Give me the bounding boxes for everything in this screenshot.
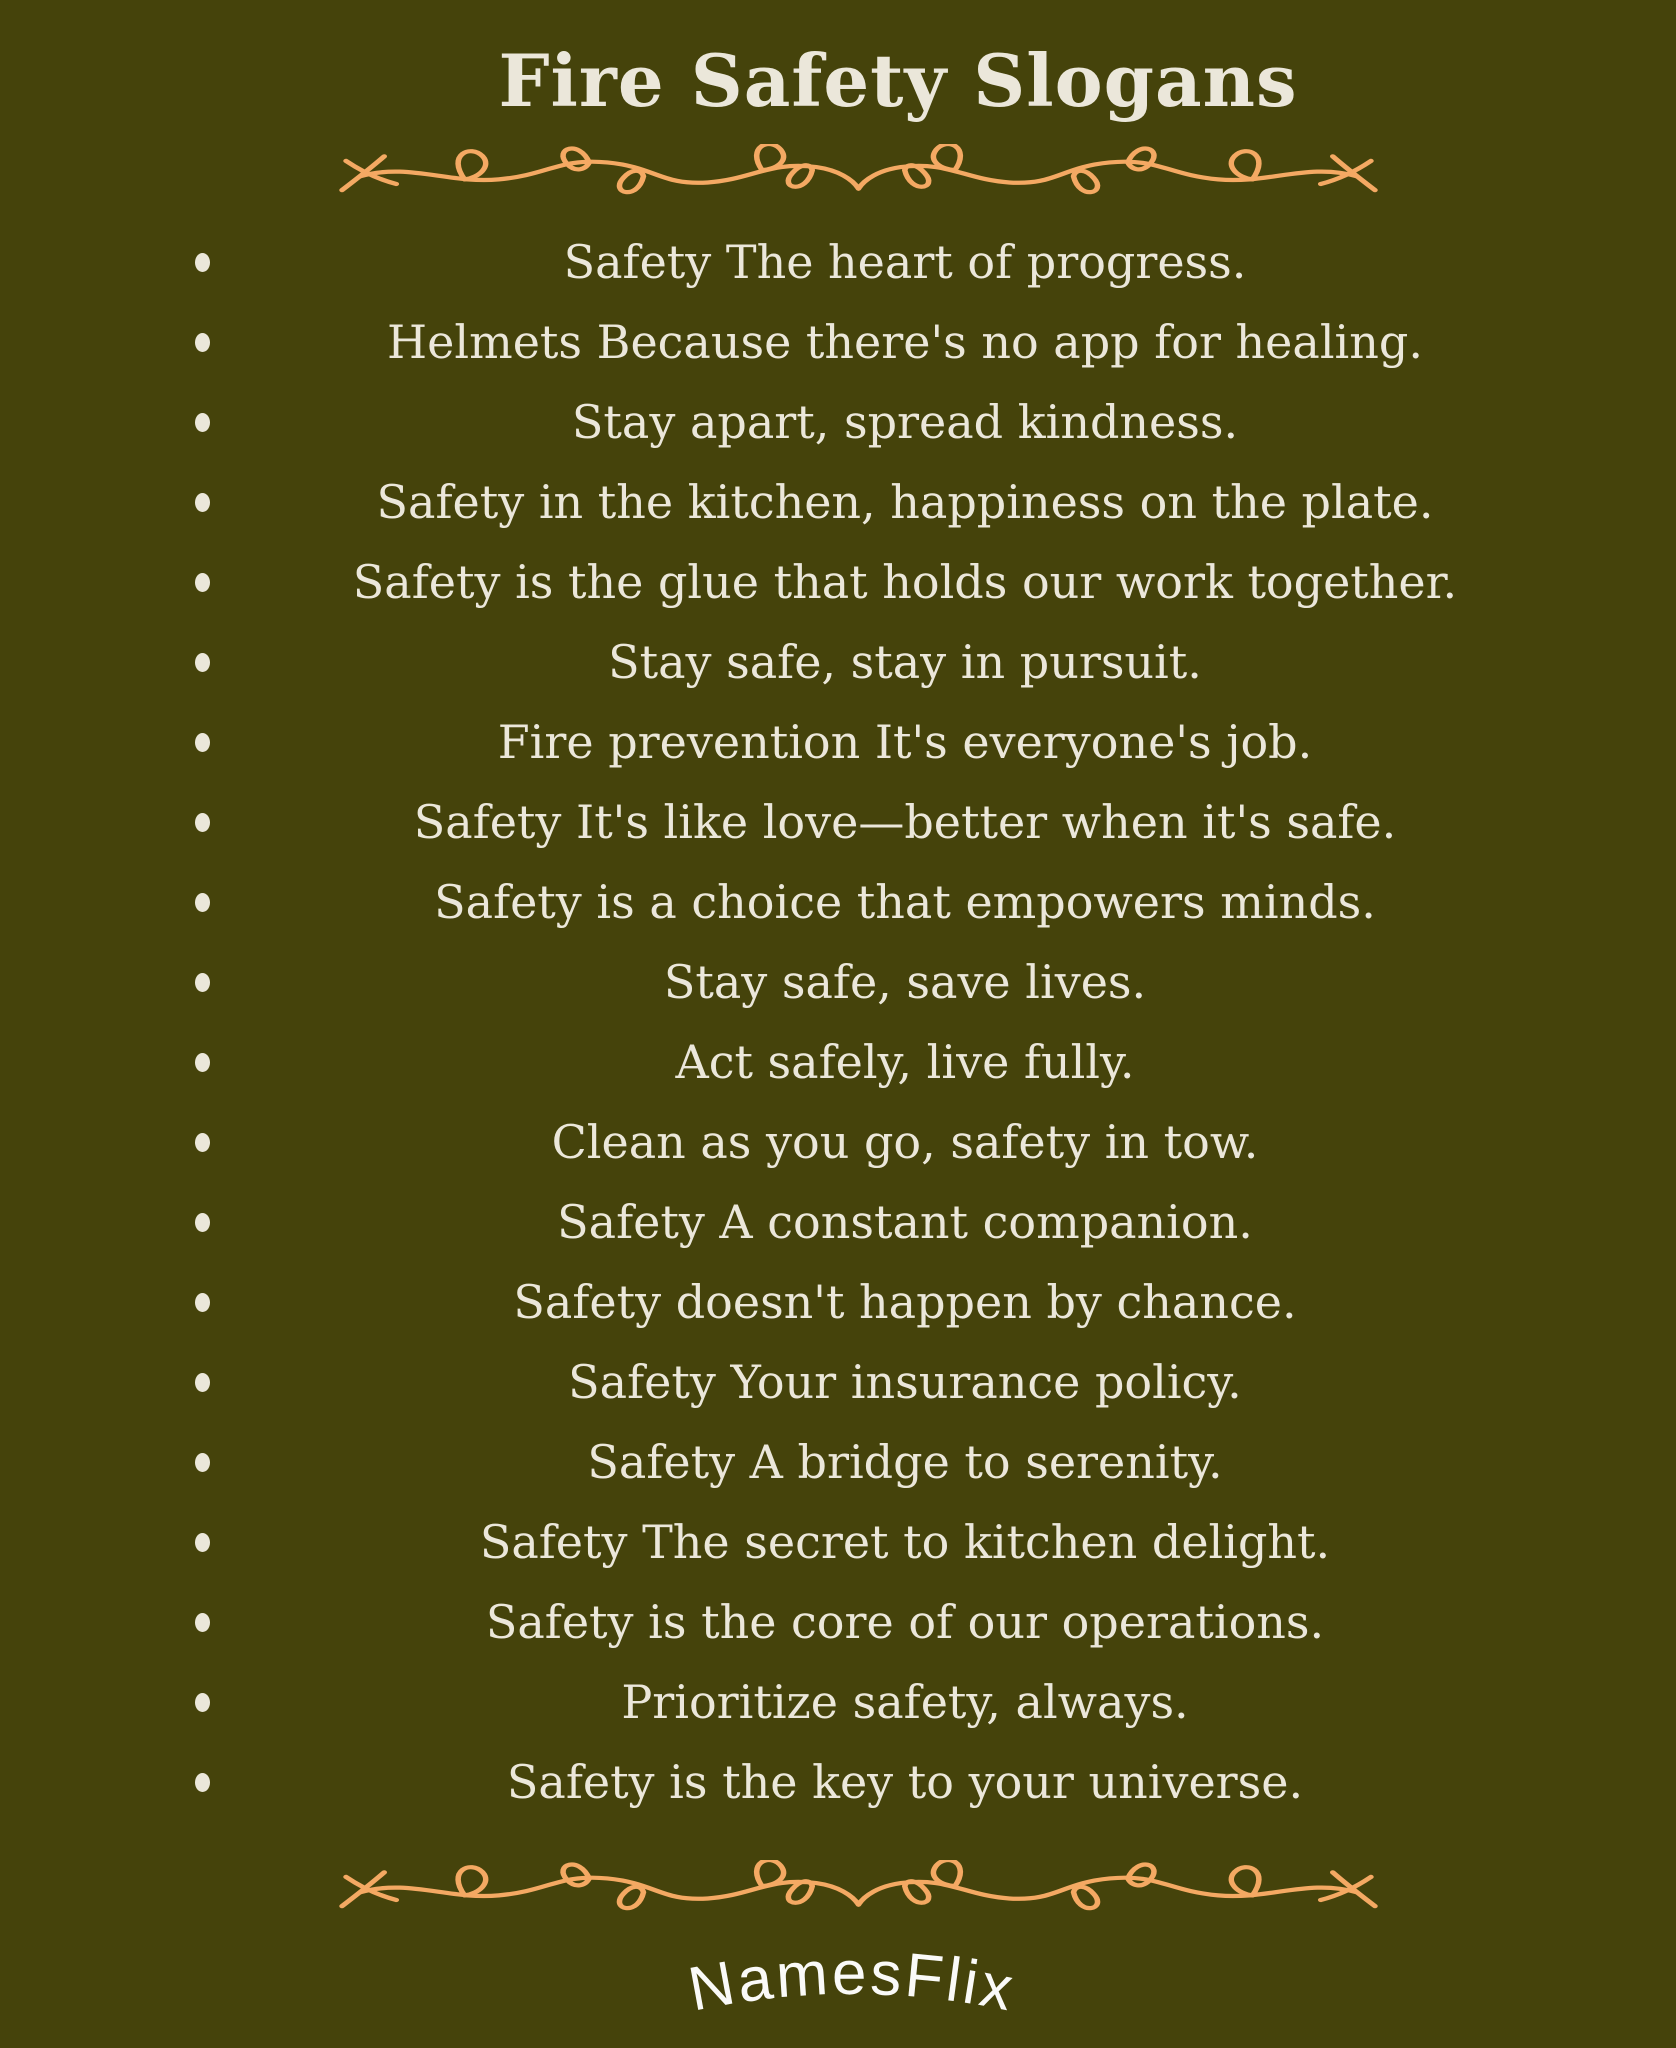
slogan-list <box>195 222 1576 1822</box>
round-bullet-icon <box>195 653 210 672</box>
slogan-text: Safety is the core of our operations. <box>485 1595 1325 1649</box>
list-item <box>195 382 1576 462</box>
round-bullet-icon <box>195 1533 210 1552</box>
list-item <box>195 302 1576 382</box>
list-item <box>195 942 1576 1022</box>
round-bullet-icon <box>195 573 210 592</box>
page-title: Fire Safety Slogans <box>498 38 1298 123</box>
round-bullet-icon <box>195 1053 210 1072</box>
slogan-text: Safety is the glue that holds our work together. <box>352 555 1458 609</box>
round-bullet-icon <box>195 1213 210 1232</box>
round-bullet-icon <box>195 1293 210 1312</box>
round-bullet-icon <box>195 1133 210 1152</box>
brand-mark <box>452 1926 1252 2048</box>
list-item <box>195 862 1576 942</box>
slogan-text: Stay safe, save lives. <box>663 955 1147 1009</box>
list-item <box>195 1342 1576 1422</box>
round-bullet-icon <box>195 1453 210 1472</box>
round-bullet-icon <box>195 493 210 512</box>
round-bullet-icon <box>195 813 210 832</box>
slogan-text: Helmets Because there's no app for healing. <box>387 315 1423 369</box>
round-bullet-icon <box>195 733 210 752</box>
slogan-text: Safety It's like love—better when it's safe. <box>413 795 1397 849</box>
round-bullet-icon <box>195 973 210 992</box>
slogan-text: Safety is a choice that empowers minds. <box>434 875 1376 929</box>
slogan-text: Safety A bridge to serenity. <box>587 1435 1223 1489</box>
list-item <box>195 622 1576 702</box>
list-item <box>195 1502 1576 1582</box>
slogan-text: Safety Your insurance policy. <box>568 1355 1242 1409</box>
slogan-text: Safety The secret to kitchen delight. <box>479 1515 1331 1569</box>
round-bullet-icon <box>195 1773 210 1792</box>
vine-divider-icon <box>336 144 1381 204</box>
list-item <box>195 1742 1576 1822</box>
vine-divider-icon <box>336 1860 1381 1920</box>
list-item <box>195 702 1576 782</box>
brand-arc <box>452 1926 1252 2044</box>
round-bullet-icon <box>195 1373 210 1392</box>
slogan-text: Act safely, live fully. <box>675 1035 1135 1089</box>
list-item <box>195 1182 1576 1262</box>
list-item <box>195 222 1576 302</box>
list-item <box>195 542 1576 622</box>
slogan-text: Prioritize safety, always. <box>621 1675 1189 1729</box>
round-bullet-icon <box>195 893 210 912</box>
round-bullet-icon <box>195 1693 210 1712</box>
list-item <box>195 1022 1576 1102</box>
slogan-text: Safety in the kitchen, happiness on the plate. <box>376 475 1434 529</box>
list-item <box>195 1662 1576 1742</box>
slogan-text: Clean as you go, safety in tow. <box>551 1115 1259 1169</box>
slogan-text: Stay safe, stay in pursuit. <box>608 635 1202 689</box>
list-item <box>195 1262 1576 1342</box>
slogan-text: Stay apart, spread kindness. <box>571 395 1239 449</box>
round-bullet-icon <box>195 333 210 352</box>
list-item <box>195 1422 1576 1502</box>
list-item <box>195 782 1576 862</box>
round-bullet-icon <box>195 253 210 272</box>
slogan-text: Fire prevention It's everyone's job. <box>497 715 1313 769</box>
brand-text: NamesFlix <box>683 1938 1022 2025</box>
round-bullet-icon <box>195 1613 210 1632</box>
list-item <box>195 1582 1576 1662</box>
list-item <box>195 462 1576 542</box>
slogan-text: Safety The heart of progress. <box>563 235 1247 289</box>
round-bullet-icon <box>195 413 210 432</box>
slogan-text: Safety doesn't happen by chance. <box>513 1275 1297 1329</box>
slogan-text: Safety A constant companion. <box>557 1195 1253 1249</box>
list-item <box>195 1102 1576 1182</box>
slogan-text: Safety is the key to your universe. <box>506 1755 1304 1809</box>
